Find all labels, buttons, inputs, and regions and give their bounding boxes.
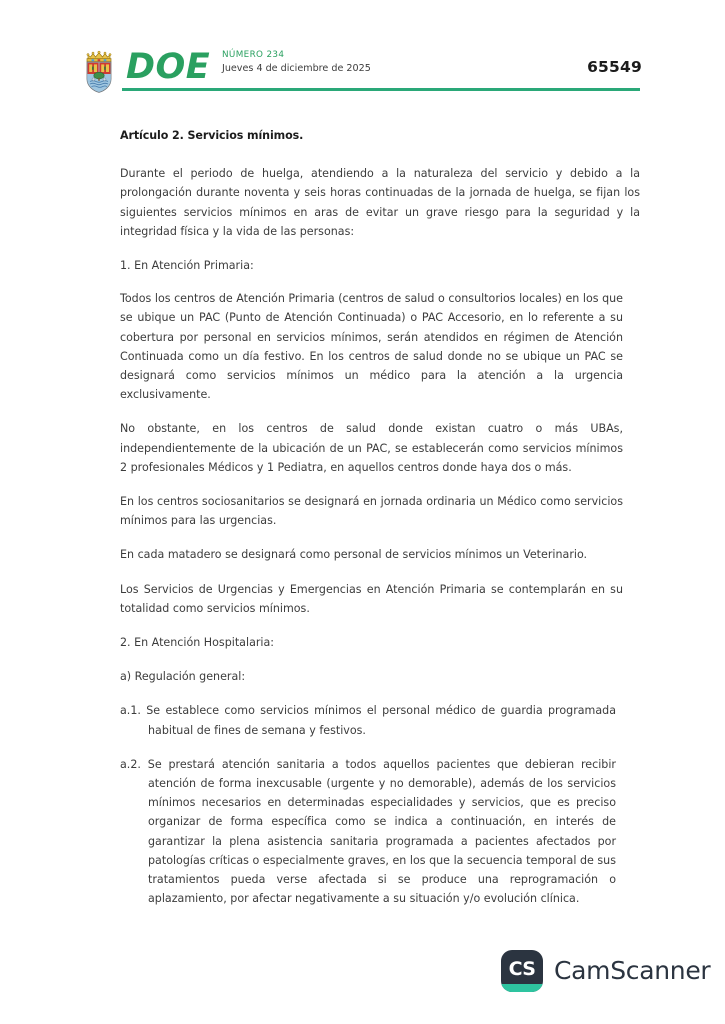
camscanner-logo-icon [501, 950, 543, 992]
paragraph-primaria-ubas: No obstante, en los centros de salud donde existan cuatro o más UBAs, independientemente de la ubicación de un PAC, se establecerán como servicios mínimos 2 profesionales Médicos y 1 Pediatra, en aquellos centros donde haya dos o más. [120, 422, 623, 474]
document-body [120, 126, 640, 924]
masthead-meta [222, 49, 522, 75]
camscanner-wordmark: CamScanner [554, 956, 711, 985]
list-item-hospitalaria-label: 2. En Atención Hospitalaria: [120, 636, 275, 650]
list-item-a1: a.1. Se establece como servicios mínimos el personal médico de guardia programada habitual de fines de semana y festivos. [120, 704, 616, 737]
issue-date: Jueves 4 de diciembre de 2025 [222, 63, 371, 74]
page-number: 65549 [587, 58, 642, 76]
issue-number: NÚMERO 234 [222, 50, 285, 60]
extremadura-coat-of-arms-icon [82, 48, 116, 93]
camscanner-watermark [501, 950, 710, 992]
paragraph-matadero: En cada matadero se designará como personal de servicios mínimos un Veterinario. [120, 548, 588, 562]
list-item-regulacion-general-label: a) Regulación general: [120, 670, 246, 684]
paragraph-urgencias: Los Servicios de Urgencias y Emergencias en Atención Primaria se contemplarán en su totalidad como servicios mínimos. [120, 582, 623, 615]
doe-logo: DOE [126, 47, 211, 87]
article-heading: Artículo 2. Servicios mínimos. [120, 129, 304, 142]
paragraph-intro: Durante el periodo de huelga, atendiendo a la naturaleza del servicio y debido a la prolongación durante noventa y seis horas continuadas de la jornada de huelga, se fijan los siguientes servicios mínimos en aras de evitar un grave riesgo para la seguridad y la integridad física y la vida de las personas: [120, 167, 640, 238]
paragraph-primaria-pac: Todos los centros de Atención Primaria (centros de salud o consultorios locales) en los que se ubique un PAC (Punto de Atención Continuada) o PAC Accesorio, en lo referente a su cobertura por personal en servicios mínimos, serán atendidos en régimen de Atención Continuada como un día festivo. En los centros de salud donde no se ubique un PAC se designará como servicios mínimos un médico para la atención a la urgencia exclusivamente. [120, 292, 623, 402]
list-item-a2: a.2. Se prestará atención sanitaria a todos aquellos pacientes que debieran recibir atención de forma inexcusable (urgente y no demorable), además de los servicios mínimos necesarios en determinadas especialidades y servicios, que es preciso organizar de forma específica como se indica a continuación, en interés de garantizar la plena asistencia sanitaria programada a pacientes afectados por patologías críticas o especialmente graves, en los que la secuencia temporal de sus tratamientos pueda verse afectada si se produce una reprogramación o aplazamiento, por afectar negativamente a su situación y/o evolución clínica. [120, 757, 616, 906]
camscanner-logo-strip [501, 984, 543, 992]
camscanner-logo-letters: CS [508, 958, 536, 980]
masthead-divider [122, 88, 640, 91]
paragraph-sociosanitarios: En los centros sociosanitarios se designará en jornada ordinaria un Médico como servicios mínimos para las urgencias. [120, 495, 623, 528]
list-item-primaria-label: 1. En Atención Primaria: [120, 259, 254, 273]
